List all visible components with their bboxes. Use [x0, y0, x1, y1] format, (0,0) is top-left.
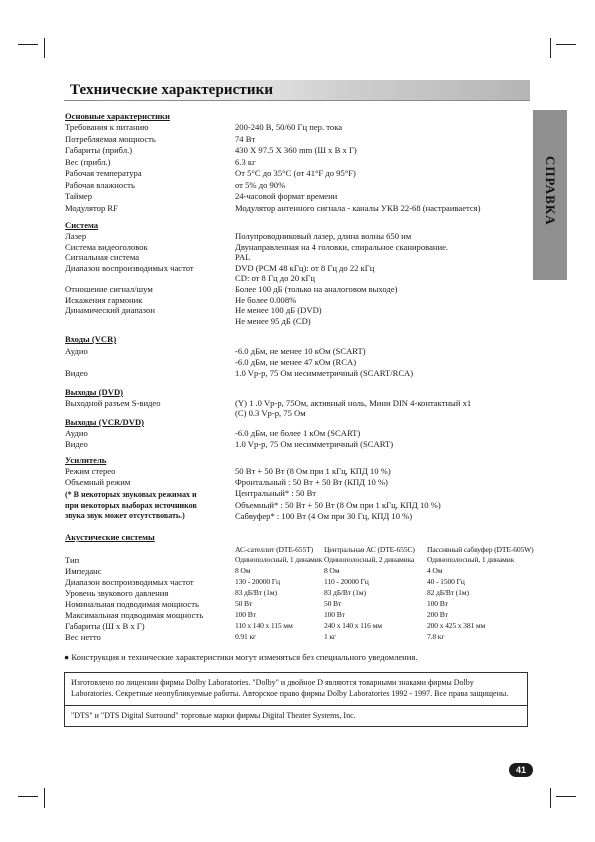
spec-label: Искажения гармоник [65, 294, 143, 305]
speaker-spec-value: 50 Вт [324, 599, 342, 608]
speaker-column-type: Одинополосный, 1 динамик [235, 555, 323, 564]
speaker-column-header: Центральная АС (DTE-655C) [324, 545, 415, 554]
spec-value: 200-240 В, 50/60 Гц пер. тока [235, 122, 343, 132]
section-title: Система [65, 220, 99, 230]
spec-value: 50 Вт + 50 Вт (8 Ом при 1 кГц, КПД 10 %) [235, 466, 391, 476]
spec-value: Более 100 дБ (только на аналоговом выходе) [235, 284, 398, 294]
spec-label: Вес (прибл.) [65, 156, 111, 167]
section-title: Входы (VCR) [65, 334, 117, 344]
spec-label: Выходной разъем S-видео [65, 398, 161, 408]
section-title: Основные характеристики [65, 111, 170, 121]
crop-mark [556, 44, 576, 45]
crop-mark [44, 38, 45, 58]
spec-value: (C) 0.3 Vp-p, 75 Ом [235, 407, 306, 418]
speaker-spec-value: 110 x 140 x 115 мм [235, 621, 293, 630]
spec-label: Таймер [65, 191, 92, 201]
speaker-spec-label: Габариты (Ш x В x Г) [65, 621, 145, 631]
speaker-spec-value: 110 - 20000 Гц [324, 577, 369, 586]
spec-label: Объемный режим [65, 477, 131, 488]
speaker-spec-value: 4 Ом [427, 566, 443, 575]
spec-value: Модулятор антенного сигнала - каналы УКВ 22-68 (настраивается) [235, 202, 481, 213]
speaker-spec-label: Импеданс [65, 566, 102, 576]
dts-notice-line: "DTS" и "DTS Digital Surround" торговые марки фирмы Digital Theater Systems, Inc. [71, 711, 356, 720]
spec-label: Потребляемая мощность [65, 133, 156, 144]
spec-label: Режим стерео [65, 466, 116, 476]
spec-value: -6.0 дБм, не менее 10 кОм (SCART) [235, 346, 366, 356]
crop-mark [18, 44, 38, 45]
speaker-spec-value: 1 кг [324, 632, 336, 641]
spec-label: Габариты (прибл.) [65, 145, 133, 155]
spec-value: Сабвуфер* : 100 Вт (4 Ом при 30 Гц, КПД 10 %) [235, 510, 413, 521]
speaker-spec-value: 0.91 кг [235, 632, 256, 641]
header-bar [64, 80, 530, 101]
page-number: 41 [509, 763, 533, 777]
spec-label: Сигнальная система [65, 252, 140, 263]
spec-value: Не более 0.008% [235, 294, 297, 305]
speaker-spec-value: 200 Вт [427, 610, 448, 619]
speaker-spec-value: 50 Вт [235, 599, 253, 608]
crop-mark [550, 788, 551, 808]
amplifier-note: при некоторых выборах источников [65, 500, 197, 510]
spec-label: Диапазон воспроизводимых частот [65, 262, 194, 273]
speaker-spec-value: 200 x 425 x 381 мм [427, 621, 486, 630]
speaker-spec-label: Уровень звукового давления [65, 588, 169, 598]
spec-value: -6.0 дБм, не менее 47 кОм (RCA) [235, 356, 357, 367]
spec-label: Аудио [65, 428, 88, 438]
speaker-spec-label: Максимальная подводимая мощность [65, 610, 204, 620]
speaker-column-type: Одинополосный, 2 динамика [324, 555, 415, 564]
section-title: Акустические системы [65, 532, 155, 542]
speaker-spec-value: 7.8 кг [427, 632, 445, 641]
amplifier-note: (* В некоторых звуковых режимах и [65, 490, 197, 499]
spec-label: Динамический диапазон [65, 305, 155, 316]
amplifier-note: звука звук может отсутствовать.) [65, 511, 185, 520]
section-title: Усилитель [65, 455, 107, 465]
speaker-spec-value: 100 Вт [427, 599, 448, 608]
spec-value: (Y) 1 .0 Vp-p, 75Ом, активный ноль, Мини DIN 4-контактный x1 [235, 398, 472, 408]
spec-label: Рабочая температура [65, 168, 142, 178]
crop-mark [550, 38, 551, 58]
speaker-spec-value: 8 Ом [324, 566, 340, 575]
spec-value: От 5°С до 35°С (от 41°F до 95°F) [235, 168, 356, 178]
spec-label: Видео [65, 367, 88, 378]
section-title: Выходы (DVD) [65, 387, 124, 397]
speaker-spec-value: 100 Вт [235, 610, 256, 619]
speaker-spec-label: Диапазон воспроизводимых частот [65, 577, 194, 587]
spec-label: Требования к питанию [65, 122, 149, 132]
spec-value: 6.3 кг [235, 156, 256, 167]
spec-value: Полупроводниковый лазер, длина волны 650 нм [235, 231, 412, 241]
spec-value: Не менее 95 дБ (CD) [235, 315, 311, 326]
speaker-spec-value: 130 - 20000 Гц [235, 577, 280, 586]
spec-value: 24-часовой формат времени [235, 191, 338, 201]
dolby-notice-line: Laboratories. Секретные неопубликуемые работы. Авторское право фирмы Dolby Laboratories 1992 - 1997. Все права защищены. [71, 689, 509, 698]
speaker-column-header: Пассивный сабвуфер (DTE-605W) [427, 545, 534, 554]
spec-label: Лазер [65, 231, 87, 241]
spec-label: Модулятор RF [65, 202, 118, 213]
spec-value: 1.0 Vp-p, 75 Ом несимметричный (SCART) [235, 438, 394, 449]
page-title: Технические характеристики [70, 82, 274, 98]
speaker-spec-value: 83 дБ/Вт (1м) [235, 588, 277, 597]
speaker-spec-value: 40 - 1500 Гц [427, 577, 465, 586]
speaker-column-header: АС-сателлит (DTE-655T) [235, 545, 313, 554]
spec-label: Система видеоголовок [65, 241, 148, 252]
speaker-spec-label: Вес нетто [65, 632, 101, 642]
spec-value: 430 X 97.5 X 360 mm (Ш x В x Г) [235, 145, 357, 155]
spec-label: Рабочая влажность [65, 179, 135, 190]
dolby-notice-line: Изготовлено по лицензии фирмы Dolby Laboratories. "Dolby" и двойное D являются товарными знаками фирмы Dolby [71, 678, 474, 687]
spec-value: Объемный* : 50 Вт + 50 Вт (8 Ом при 1 кГц, КПД 10 %) [235, 499, 441, 510]
spec-value: DVD (PCM 48 кГц): от 8 Гц до 22 кГц [235, 262, 375, 273]
crop-mark [18, 796, 38, 797]
spec-value: от 5% до 90% [235, 179, 286, 190]
speaker-spec-value: 83 дБ/Вт (1м) [324, 588, 366, 597]
section-title: Выходы (VCR/DVD) [65, 417, 145, 427]
spec-value: PAL [235, 252, 251, 263]
speaker-column-type: Одинополосный, 1 динамик [427, 555, 515, 564]
spec-value: Фронтальный : 50 Вт + 50 Вт (КПД 10 %) [235, 477, 388, 488]
spec-label: Аудио [65, 346, 88, 356]
spec-value: -6.0 дБм, не более 1 кОм (SCART) [235, 428, 361, 438]
crop-mark [44, 788, 45, 808]
side-tab [533, 110, 567, 280]
speaker-spec-value: 100 Вт [324, 610, 345, 619]
change-notice: ● Конструкция и технические характеристики могут изменяться без специального уведомления. [64, 652, 418, 662]
spec-value: Двунаправленная на 4 головки, спиральное сканирование. [235, 241, 449, 252]
speaker-spec-label: Номинальная подводимая мощность [65, 599, 199, 609]
speaker-spec-label: Тип [65, 555, 80, 565]
speaker-spec-value: 8 Ом [235, 566, 251, 575]
dolby-notice-box [64, 672, 528, 706]
crop-mark [556, 796, 576, 797]
speaker-spec-value: 240 x 140 x 116 мм [324, 621, 382, 630]
spec-value: 74 Вт [235, 133, 256, 144]
dts-notice-box [64, 705, 528, 727]
spec-label: Видео [65, 438, 88, 449]
spec-label: Отношение сигнал/шум [65, 284, 153, 294]
spec-value: 1.0 Vp-p, 75 Ом несимметричный (SCART/RCA) [235, 367, 414, 378]
spec-value: Центральный* : 50 Вт [235, 488, 317, 499]
side-tab-label: СПРАВКА [543, 156, 558, 226]
spec-value: CD: от 8 Гц до 20 кГц [235, 273, 316, 284]
speaker-spec-value: 82 дБ/Вт (1м) [427, 588, 469, 597]
spec-value: Не менее 100 дБ (DVD) [235, 305, 322, 316]
